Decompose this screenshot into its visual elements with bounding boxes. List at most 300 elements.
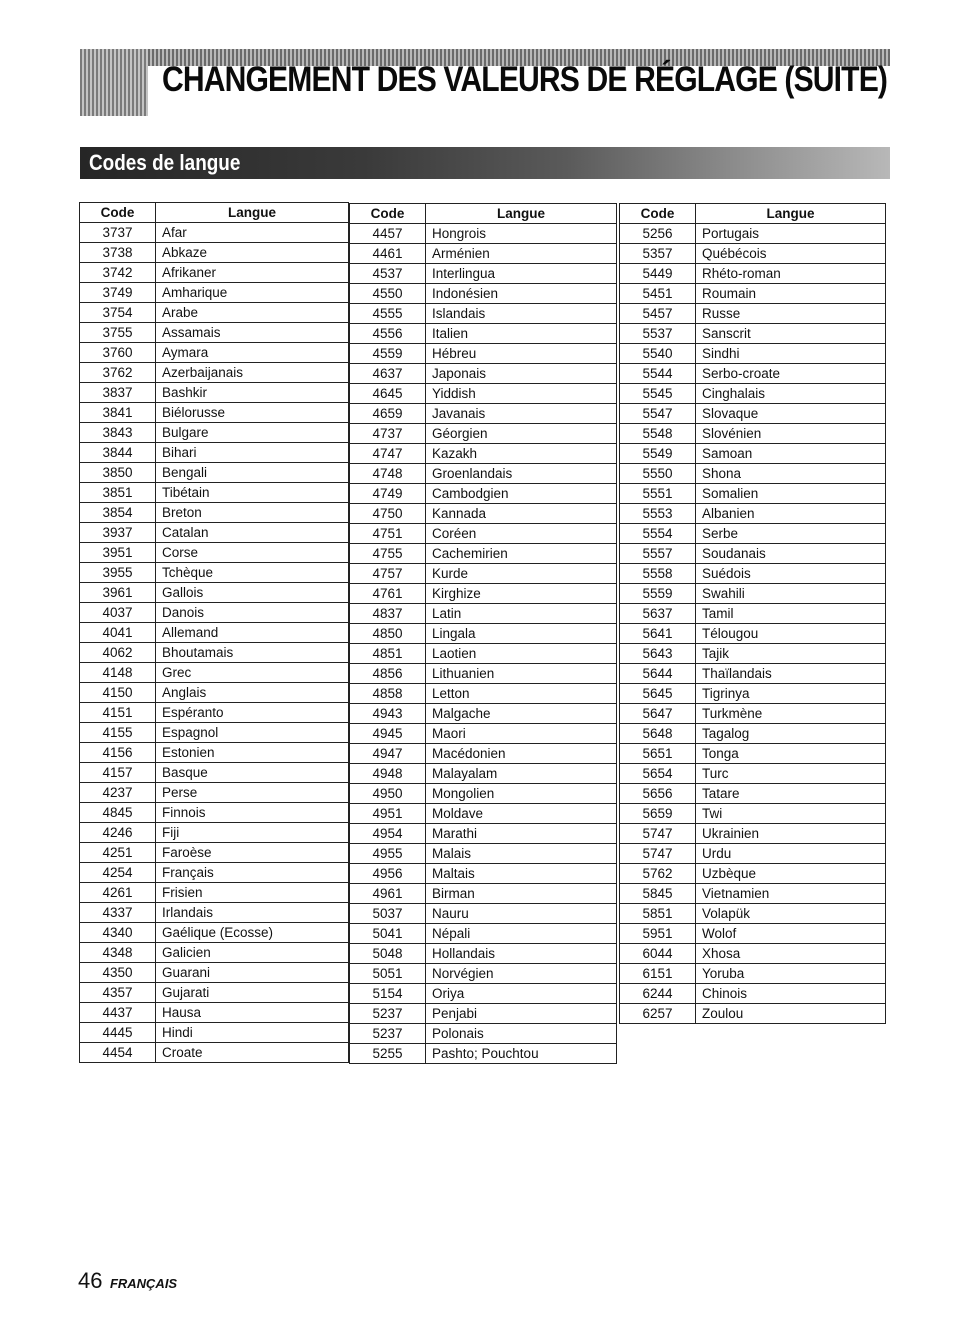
language-name-cell: Serbo-croate — [696, 364, 886, 384]
language-code-cell: 5644 — [620, 664, 696, 684]
table-header-row — [620, 204, 886, 224]
language-code-cell: 4748 — [350, 464, 426, 484]
table-row — [350, 884, 617, 904]
table-row — [350, 284, 617, 304]
language-code-cell: 3850 — [80, 463, 156, 483]
language-code-cell: 4659 — [350, 404, 426, 424]
table-row — [80, 683, 349, 703]
language-code-cell: 4454 — [80, 1043, 156, 1063]
language-name-cell: Yiddish — [426, 384, 617, 404]
language-code-table-1 — [79, 202, 349, 1063]
table-row — [350, 624, 617, 644]
language-code-cell: 5237 — [350, 1024, 426, 1044]
table-row — [620, 244, 886, 264]
table-row — [80, 283, 349, 303]
language-name-cell: Assamais — [156, 323, 349, 343]
table-row — [80, 723, 349, 743]
language-name-cell: Pashto; Pouchtou — [426, 1044, 617, 1064]
language-name-cell: Amharique — [156, 283, 349, 303]
table-row — [350, 964, 617, 984]
footer-language-label: FRANÇAIS — [109, 1276, 178, 1291]
language-name-cell: Tibétain — [156, 483, 349, 503]
language-code-cell: 5051 — [350, 964, 426, 984]
language-code-cell: 4357 — [80, 983, 156, 1003]
language-code-cell: 6257 — [620, 1004, 696, 1024]
language-code-cell: 5659 — [620, 804, 696, 824]
title-block-decoration — [80, 49, 148, 116]
language-code-cell: 4951 — [350, 804, 426, 824]
table-row — [80, 1023, 349, 1043]
title-band — [80, 46, 890, 116]
table-row — [80, 543, 349, 563]
table-row — [350, 404, 617, 424]
table-row — [350, 924, 617, 944]
language-code-cell: 5558 — [620, 564, 696, 584]
language-code-cell: 5451 — [620, 284, 696, 304]
language-code-cell: 4943 — [350, 704, 426, 724]
table-row — [80, 963, 349, 983]
table-row — [620, 464, 886, 484]
language-code-cell: 4261 — [80, 883, 156, 903]
language-name-cell: Soudanais — [696, 544, 886, 564]
language-code-cell: 5747 — [620, 824, 696, 844]
table-row — [350, 304, 617, 324]
language-name-cell: Swahili — [696, 584, 886, 604]
language-code-cell: 3760 — [80, 343, 156, 363]
language-code-cell: 4041 — [80, 623, 156, 643]
table-row — [80, 703, 349, 723]
language-code-cell: 4761 — [350, 584, 426, 604]
table-row — [80, 643, 349, 663]
language-name-cell: Grec — [156, 663, 349, 683]
language-name-cell: Volapük — [696, 904, 886, 924]
language-name-cell: Ukrainien — [696, 824, 886, 844]
language-name-cell: Portugais — [696, 224, 886, 244]
table-row — [80, 843, 349, 863]
language-code-cell: 3937 — [80, 523, 156, 543]
language-name-cell: Malais — [426, 844, 617, 864]
language-name-cell: Hongrois — [426, 224, 617, 244]
language-code-cell: 4845 — [80, 803, 156, 823]
language-code-cell: 4637 — [350, 364, 426, 384]
language-name-cell: Arabe — [156, 303, 349, 323]
language-name-cell: Maori — [426, 724, 617, 744]
table-row — [350, 264, 617, 284]
table-row — [80, 603, 349, 623]
language-name-cell: Bashkir — [156, 383, 349, 403]
language-name-cell: Albanien — [696, 504, 886, 524]
language-code-cell: 4150 — [80, 683, 156, 703]
language-code-cell: 4755 — [350, 544, 426, 564]
language-code-cell: 6151 — [620, 964, 696, 984]
language-name-cell: Galicien — [156, 943, 349, 963]
language-code-cell: 4850 — [350, 624, 426, 644]
language-name-cell: Javanais — [426, 404, 617, 424]
language-name-cell: Vietnamien — [696, 884, 886, 904]
language-name-cell: Kirghize — [426, 584, 617, 604]
language-code-cell: 4251 — [80, 843, 156, 863]
language-name-cell: Kurde — [426, 564, 617, 584]
language-name-cell: Anglais — [156, 683, 349, 703]
language-name-cell: Bhoutamais — [156, 643, 349, 663]
language-code-cell: 4550 — [350, 284, 426, 304]
table-row — [350, 784, 617, 804]
table-row — [620, 624, 886, 644]
language-name-cell: Népali — [426, 924, 617, 944]
table-row — [620, 704, 886, 724]
language-name-cell: Perse — [156, 783, 349, 803]
table-row — [350, 984, 617, 1004]
table-row — [620, 364, 886, 384]
table-row — [620, 824, 886, 844]
table-row — [350, 344, 617, 364]
table-row — [620, 324, 886, 344]
language-name-cell: Danois — [156, 603, 349, 623]
language-name-cell: Birman — [426, 884, 617, 904]
table-row — [80, 1043, 349, 1063]
table-row — [350, 704, 617, 724]
table-row — [80, 883, 349, 903]
language-code-cell: 3844 — [80, 443, 156, 463]
language-name-cell: Xhosa — [696, 944, 886, 964]
table-row — [350, 1024, 617, 1044]
code-column-header: Code — [350, 204, 426, 224]
table-header-row — [80, 203, 349, 223]
language-name-cell: Oriya — [426, 984, 617, 1004]
table-row — [80, 443, 349, 463]
language-name-cell: Tchèque — [156, 563, 349, 583]
language-name-cell: Hausa — [156, 1003, 349, 1023]
table-row — [350, 564, 617, 584]
language-code-cell: 5647 — [620, 704, 696, 724]
language-code-cell: 4156 — [80, 743, 156, 763]
language-name-cell: Mongolien — [426, 784, 617, 804]
language-code-cell: 5548 — [620, 424, 696, 444]
language-code-cell: 5449 — [620, 264, 696, 284]
table-row — [80, 743, 349, 763]
language-name-cell: Serbe — [696, 524, 886, 544]
table-row — [350, 904, 617, 924]
language-code-cell: 5651 — [620, 744, 696, 764]
table-row — [350, 844, 617, 864]
language-name-cell: Sanscrit — [696, 324, 886, 344]
table-row — [350, 504, 617, 524]
table-row — [350, 644, 617, 664]
table-row — [350, 364, 617, 384]
language-name-cell: Sindhi — [696, 344, 886, 364]
table-row — [620, 944, 886, 964]
language-code-cell: 4645 — [350, 384, 426, 404]
table-row — [620, 304, 886, 324]
language-code-cell: 4747 — [350, 444, 426, 464]
language-name-cell: Uzbèque — [696, 864, 886, 884]
language-code-cell: 4950 — [350, 784, 426, 804]
code-column-header: Code — [620, 204, 696, 224]
code-column-header: Code — [80, 203, 156, 223]
table-row — [350, 1004, 617, 1024]
language-name-cell: Italien — [426, 324, 617, 344]
table-row — [80, 1003, 349, 1023]
table-row — [620, 284, 886, 304]
language-code-cell: 4955 — [350, 844, 426, 864]
table-row — [350, 744, 617, 764]
table-row — [620, 344, 886, 364]
table-row — [620, 584, 886, 604]
language-code-cell: 5559 — [620, 584, 696, 604]
table-row — [620, 844, 886, 864]
language-code-cell: 3754 — [80, 303, 156, 323]
table-row — [350, 764, 617, 784]
language-code-cell: 4749 — [350, 484, 426, 504]
table-row — [620, 644, 886, 664]
table-row — [350, 864, 617, 884]
table-row — [80, 263, 349, 283]
language-code-cell: 3851 — [80, 483, 156, 503]
table-row — [620, 764, 886, 784]
table-row — [620, 904, 886, 924]
language-code-cell: 4858 — [350, 684, 426, 704]
language-name-cell: Malayalam — [426, 764, 617, 784]
language-name-cell: Lithuanien — [426, 664, 617, 684]
language-code-cell: 5256 — [620, 224, 696, 244]
table-row — [620, 564, 886, 584]
language-code-cell: 5551 — [620, 484, 696, 504]
table-row — [620, 744, 886, 764]
table-row — [350, 544, 617, 564]
table-row — [350, 684, 617, 704]
language-name-cell: Québécois — [696, 244, 886, 264]
table-row — [80, 423, 349, 443]
language-code-cell: 5237 — [350, 1004, 426, 1024]
language-code-cell: 4246 — [80, 823, 156, 843]
language-name-cell: Japonais — [426, 364, 617, 384]
language-code-cell: 4254 — [80, 863, 156, 883]
language-code-cell: 4437 — [80, 1003, 156, 1023]
language-name-cell: Allemand — [156, 623, 349, 643]
table-row — [620, 784, 886, 804]
language-name-cell: Wolof — [696, 924, 886, 944]
language-name-cell: Turkmène — [696, 704, 886, 724]
language-name-cell: Samoan — [696, 444, 886, 464]
language-name-cell: Tajik — [696, 644, 886, 664]
table-row — [350, 484, 617, 504]
language-name-cell: Groenlandais — [426, 464, 617, 484]
language-code-cell: 3955 — [80, 563, 156, 583]
table-row — [620, 984, 886, 1004]
language-name-cell: Faroèse — [156, 843, 349, 863]
table-row — [620, 864, 886, 884]
language-code-cell: 5154 — [350, 984, 426, 1004]
language-name-cell: Biélorusse — [156, 403, 349, 423]
language-code-cell: 5557 — [620, 544, 696, 564]
language-code-cell: 4947 — [350, 744, 426, 764]
table-row — [620, 964, 886, 984]
language-code-table-3 — [619, 203, 886, 1024]
language-name-cell: Hébreu — [426, 344, 617, 364]
language-code-cell: 4954 — [350, 824, 426, 844]
language-name-cell: Croate — [156, 1043, 349, 1063]
language-code-cell: 4037 — [80, 603, 156, 623]
language-name-cell: Bengali — [156, 463, 349, 483]
language-name-cell: Gallois — [156, 583, 349, 603]
language-code-cell: 5547 — [620, 404, 696, 424]
language-code-cell: 5643 — [620, 644, 696, 664]
table-row — [620, 264, 886, 284]
language-name-cell: Corse — [156, 543, 349, 563]
table-row — [80, 383, 349, 403]
language-name-cell: Roumain — [696, 284, 886, 304]
language-name-cell: Slovaque — [696, 404, 886, 424]
language-name-cell: Indonésien — [426, 284, 617, 304]
language-code-cell: 6244 — [620, 984, 696, 1004]
table-row — [80, 583, 349, 603]
language-code-cell: 4237 — [80, 783, 156, 803]
language-code-cell: 3843 — [80, 423, 156, 443]
table-row — [350, 824, 617, 844]
table-row — [80, 303, 349, 323]
language-code-cell: 4851 — [350, 644, 426, 664]
language-name-cell: Marathi — [426, 824, 617, 844]
language-code-cell: 5048 — [350, 944, 426, 964]
language-name-cell: Tagalog — [696, 724, 886, 744]
language-name-cell: Yoruba — [696, 964, 886, 984]
table-row — [80, 623, 349, 643]
table-row — [620, 484, 886, 504]
language-name-cell: Tamil — [696, 604, 886, 624]
table-row — [350, 524, 617, 544]
table-row — [350, 944, 617, 964]
language-name-cell: Suédois — [696, 564, 886, 584]
table-row — [620, 504, 886, 524]
language-code-cell: 3762 — [80, 363, 156, 383]
language-code-cell: 4350 — [80, 963, 156, 983]
language-name-cell: Penjabi — [426, 1004, 617, 1024]
language-code-cell: 5851 — [620, 904, 696, 924]
table-row — [80, 923, 349, 943]
table-row — [350, 444, 617, 464]
language-code-cell: 4750 — [350, 504, 426, 524]
language-name-cell: Urdu — [696, 844, 886, 864]
language-name-cell: Lingala — [426, 624, 617, 644]
language-code-cell: 4155 — [80, 723, 156, 743]
table-row — [620, 724, 886, 744]
table-row — [620, 224, 886, 244]
language-name-cell: Fiji — [156, 823, 349, 843]
table-row — [80, 523, 349, 543]
language-code-cell: 4757 — [350, 564, 426, 584]
language-code-cell: 3738 — [80, 243, 156, 263]
language-name-cell: Macédonien — [426, 744, 617, 764]
language-code-table-2 — [349, 203, 617, 1064]
language-code-cell: 5037 — [350, 904, 426, 924]
language-code-cell: 4157 — [80, 763, 156, 783]
language-name-cell: Hollandais — [426, 944, 617, 964]
language-code-cell: 3837 — [80, 383, 156, 403]
table-row — [620, 384, 886, 404]
language-code-cell: 4348 — [80, 943, 156, 963]
language-name-cell: Cachemirien — [426, 544, 617, 564]
language-name-cell: Cinghalais — [696, 384, 886, 404]
language-name-cell: Cambodgien — [426, 484, 617, 504]
language-name-cell: Coréen — [426, 524, 617, 544]
language-code-cell: 4537 — [350, 264, 426, 284]
table-row — [80, 403, 349, 423]
language-code-cell: 4837 — [350, 604, 426, 624]
language-name-cell: Malgache — [426, 704, 617, 724]
table-row — [620, 664, 886, 684]
language-name-cell: Frisien — [156, 883, 349, 903]
language-name-cell: Letton — [426, 684, 617, 704]
language-code-cell: 5544 — [620, 364, 696, 384]
language-name-cell: Kazakh — [426, 444, 617, 464]
table-row — [350, 604, 617, 624]
language-name-cell: Arménien — [426, 244, 617, 264]
language-code-cell: 4062 — [80, 643, 156, 663]
table-row — [80, 363, 349, 383]
language-name-cell: Catalan — [156, 523, 349, 543]
table-row — [80, 343, 349, 363]
language-name-cell: Zoulou — [696, 1004, 886, 1024]
language-name-cell: Bihari — [156, 443, 349, 463]
language-code-cell: 4956 — [350, 864, 426, 884]
language-column-header: Langue — [696, 204, 886, 224]
language-code-cell: 5553 — [620, 504, 696, 524]
table-row — [80, 823, 349, 843]
table-row — [620, 924, 886, 944]
language-name-cell: Twi — [696, 804, 886, 824]
table-row — [350, 424, 617, 444]
language-name-cell: Bulgare — [156, 423, 349, 443]
section-header — [80, 147, 890, 179]
table-row — [350, 664, 617, 684]
table-row — [620, 444, 886, 464]
language-code-cell: 4961 — [350, 884, 426, 904]
language-name-cell: Turc — [696, 764, 886, 784]
language-code-cell: 5549 — [620, 444, 696, 464]
language-name-cell: Aymara — [156, 343, 349, 363]
language-name-cell: Moldave — [426, 804, 617, 824]
table-row — [350, 224, 617, 244]
language-name-cell: Interlingua — [426, 264, 617, 284]
language-name-cell: Breton — [156, 503, 349, 523]
table-row — [350, 464, 617, 484]
language-name-cell: Français — [156, 863, 349, 883]
table-row — [620, 684, 886, 704]
language-name-cell: Polonais — [426, 1024, 617, 1044]
language-code-cell: 3749 — [80, 283, 156, 303]
language-name-cell: Chinois — [696, 984, 886, 1004]
table-row — [350, 1044, 617, 1064]
table-row — [80, 803, 349, 823]
table-row — [620, 544, 886, 564]
language-name-cell: Norvégien — [426, 964, 617, 984]
language-code-cell: 5951 — [620, 924, 696, 944]
language-name-cell: Azerbaijanais — [156, 363, 349, 383]
language-code-cell: 5656 — [620, 784, 696, 804]
language-code-cell: 4856 — [350, 664, 426, 684]
table-row — [620, 1004, 886, 1024]
table-row — [80, 983, 349, 1003]
language-name-cell: Télougou — [696, 624, 886, 644]
language-code-cell: 5637 — [620, 604, 696, 624]
language-name-cell: Latin — [426, 604, 617, 624]
language-name-cell: Espagnol — [156, 723, 349, 743]
table-row — [620, 604, 886, 624]
language-code-cell: 3737 — [80, 223, 156, 243]
language-name-cell: Nauru — [426, 904, 617, 924]
language-name-cell: Espéranto — [156, 703, 349, 723]
language-code-cell: 5357 — [620, 244, 696, 264]
